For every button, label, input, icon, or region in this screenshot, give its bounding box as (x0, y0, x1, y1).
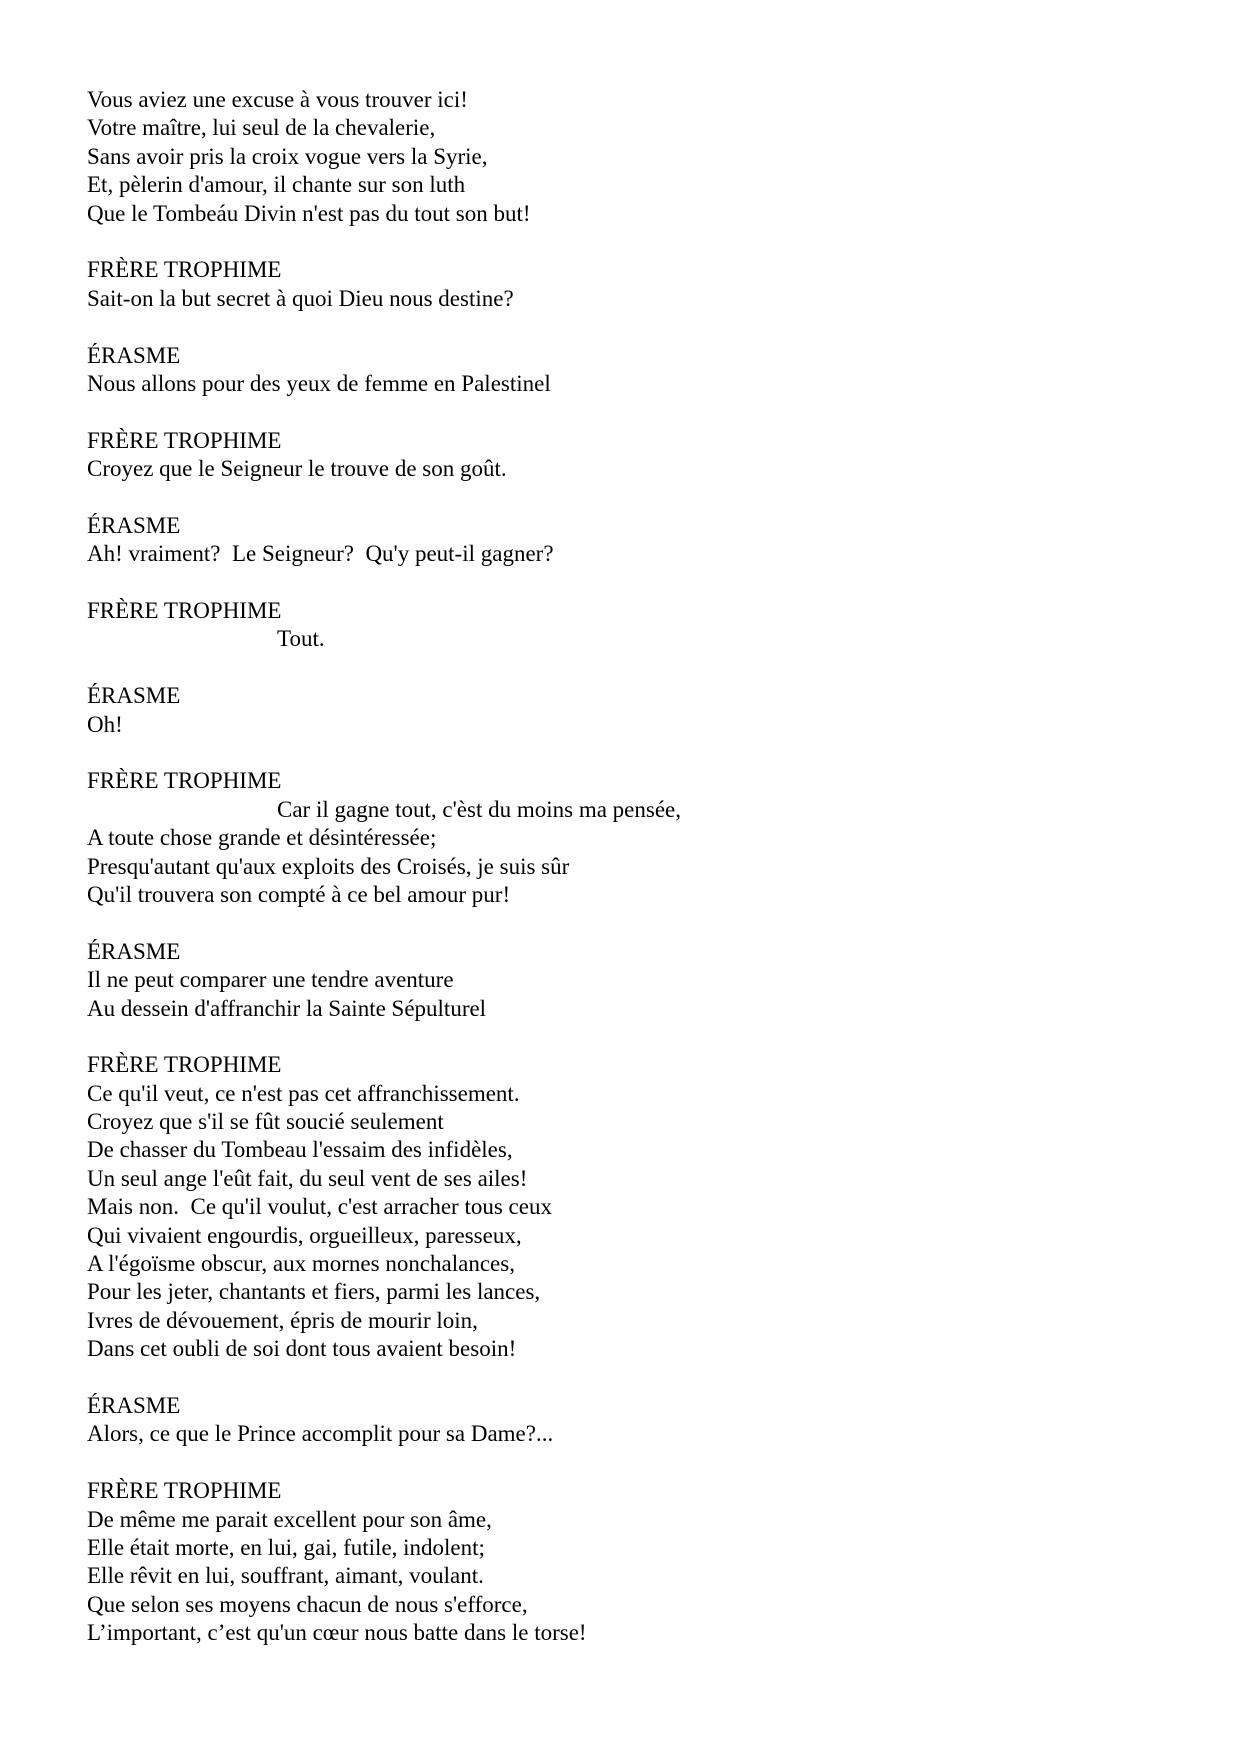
verse-line: De chasser du Tombeau l'essaim des infidèles, (87, 1137, 513, 1163)
verse-line: Sans avoir pris la croix vogue vers la Syrie, (87, 143, 488, 169)
verse-line: Car il gagne tout, c'èst du moins ma pensée, (277, 796, 681, 822)
speaker-name: ÉRASME (87, 938, 181, 964)
dialogue-block (87, 682, 1167, 739)
verse-line: Alors, ce que le Prince accomplit pour sa Dame?... (87, 1421, 554, 1447)
speaker-name: ÉRASME (87, 683, 181, 709)
verse-line: Qui vivaient engourdis, orgueilleux, paresseux, (87, 1222, 522, 1248)
verse-line: Un seul ange l'eût fait, du seul vent de ses ailes! (87, 1165, 528, 1191)
verse-line: Qu'il trouvera son compté à ce bel amour pur! (87, 881, 511, 907)
verse-line: Tout. (277, 626, 325, 652)
verse-line: De même me parait excellent pour son âme, (87, 1506, 492, 1532)
speaker-name: ÉRASME (87, 1392, 181, 1418)
verse-line: Que le Tombeáu Divin n'est pas du tout son but! (87, 200, 531, 226)
verse-line: Oh! (87, 711, 123, 737)
verse-line: Elle rêvit en lui, souffrant, aimant, voulant. (87, 1563, 484, 1589)
verse-line: Presqu'autant qu'aux exploits des Croisés, je suis sûr (87, 853, 570, 879)
verse-line: Croyez que le Seigneur le trouve de son goût. (87, 456, 507, 482)
speaker-name: FRÈRE TROPHIME (87, 427, 282, 453)
verse-line: Elle était morte, en lui, gai, futile, indolent; (87, 1534, 485, 1560)
verse-line: Pour les jeter, chantants et fiers, parmi les lances, (87, 1279, 541, 1305)
dialogue-block (87, 256, 1167, 313)
verse-line: Au dessein d'affranchir la Sainte Sépulturel (87, 995, 487, 1021)
speaker-name: ÉRASME (87, 342, 181, 368)
verse-line: Et, pèlerin d'amour, il chante sur son luth (87, 172, 466, 198)
verse-line: Ce qu'il veut, ce n'est pas cet affranchissement. (87, 1080, 520, 1106)
verse-line: Sait-on la but secret à quoi Dieu nous destine? (87, 285, 514, 311)
play-text (87, 86, 1167, 1676)
verse-line: A l'égoïsme obscur, aux mornes nonchalances, (87, 1251, 515, 1277)
verse-line: Dans cet oubli de soi dont tous avaient besoin! (87, 1336, 517, 1362)
speaker-name: FRÈRE TROPHIME (87, 1052, 282, 1078)
verse-block (87, 86, 1167, 228)
dialogue-block (87, 597, 1167, 654)
speaker-name: FRÈRE TROPHIME (87, 1478, 282, 1504)
dialogue-block (87, 1477, 1167, 1647)
speaker-name: ÉRASME (87, 512, 181, 538)
verse-line: Il ne peut comparer une tendre aventure (87, 967, 454, 993)
verse-line: Ah! vraiment? Le Seigneur? Qu'y peut-il gagner? (87, 541, 554, 567)
verse-line: Votre maître, lui seul de la chevalerie, (87, 115, 436, 141)
dialogue-block (87, 512, 1167, 569)
verse-line: Croyez que s'il se fût soucié seulement (87, 1109, 444, 1135)
verse-line: Mais non. Ce qu'il voulut, c'est arracher tous ceux (87, 1194, 552, 1220)
verse-line: Nous allons pour des yeux de femme en Palestinel (87, 370, 551, 396)
verse-line: A toute chose grande et désintéressée; (87, 825, 437, 851)
speaker-name: FRÈRE TROPHIME (87, 257, 282, 283)
speaker-name: FRÈRE TROPHIME (87, 598, 282, 624)
dialogue-block (87, 767, 1167, 909)
verse-line: Ivres de dévouement, épris de mourir loin, (87, 1307, 478, 1333)
dialogue-block (87, 938, 1167, 1023)
verse-line: Que selon ses moyens chacun de nous s'efforce, (87, 1591, 528, 1617)
verse-line: Vous aviez une excuse à vous trouver ici! (87, 87, 468, 112)
dialogue-block (87, 1392, 1167, 1449)
verse-line: L’important, c’est qu'un cœur nous batte dans le torse! (87, 1620, 587, 1646)
dialogue-block (87, 342, 1167, 399)
dialogue-block (87, 1051, 1167, 1363)
speaker-name: FRÈRE TROPHIME (87, 768, 282, 794)
dialogue-block (87, 427, 1167, 484)
